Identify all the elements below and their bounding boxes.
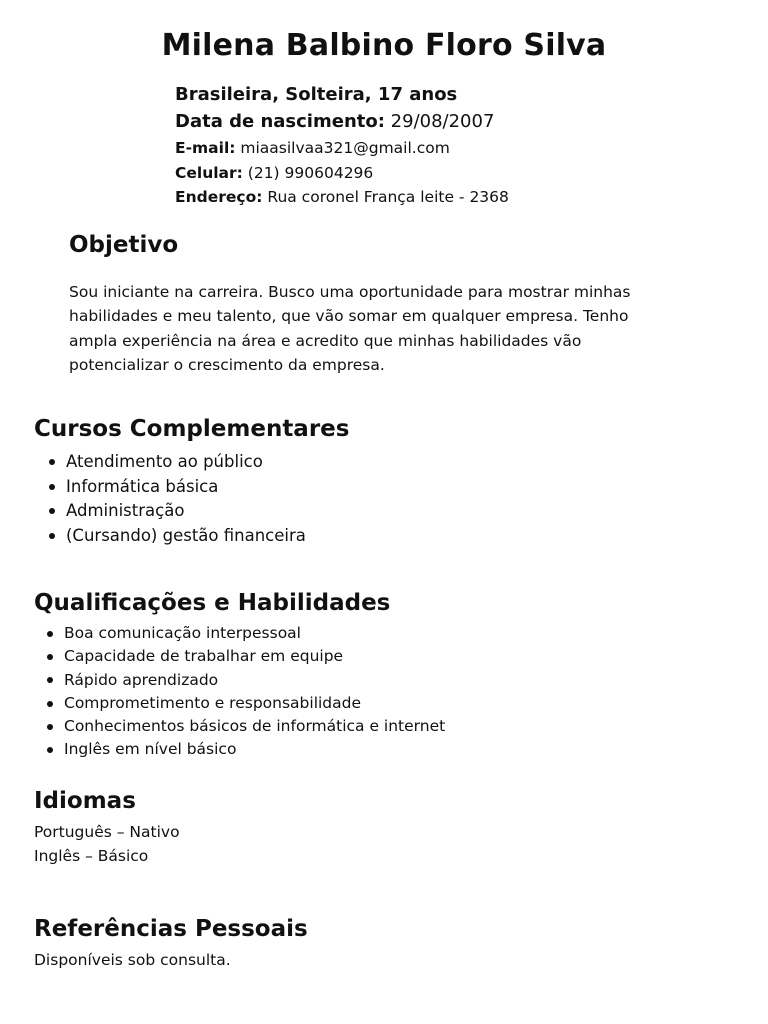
languages-heading: Idiomas (34, 788, 136, 814)
list-item: Inglês em nível básico (34, 738, 445, 761)
bullet-icon (47, 677, 53, 683)
list-item: (Cursando) gestão financeira (36, 524, 306, 549)
bullet-icon (47, 701, 53, 707)
list-item: Capacidade de trabalhar em equipe (34, 645, 445, 668)
language-item: Inglês – Básico (34, 847, 149, 865)
bullet-icon (47, 654, 53, 660)
personal-summary: Brasileira, Solteira, 17 anos (175, 84, 458, 105)
qualifications-list (34, 622, 445, 762)
birth-value: 29/08/2007 (384, 111, 495, 132)
birth-label: Data de nascimento: (175, 111, 385, 132)
list-item: Atendimento ao público (36, 450, 306, 475)
list-item: Conhecimentos básicos de informática e internet (34, 715, 445, 738)
list-item: Rápido aprendizado (34, 669, 445, 692)
language-item: Português – Nativo (34, 823, 180, 841)
objective-text: Sou iniciante na carreira. Busco uma oportunidade para mostrar minhas habilidades e meu talento, que vão somar em qualquer empresa. Tenho ampla experiência na área e acredito que minhas habilidades vão potencializar o crescimento da empresa. (69, 283, 631, 374)
courses-heading: Cursos Complementares (34, 416, 350, 442)
bullet-icon (47, 631, 53, 637)
address (175, 185, 509, 210)
list-item: Informática básica (36, 475, 306, 500)
bullet-icon (47, 724, 53, 730)
email-value: miaasilvaa321@gmail.com (235, 139, 450, 157)
references-text: Disponíveis sob consulta. (34, 951, 231, 969)
bullet-icon (49, 533, 55, 539)
bullet-icon (47, 747, 53, 753)
phone-value: (21) 990604296 (242, 163, 374, 182)
bullet-icon (49, 508, 55, 514)
languages-list (34, 820, 180, 868)
list-item: Comprometimento e responsabilidade (34, 692, 445, 715)
birth-date (175, 108, 509, 136)
address-label: Endereço: (175, 188, 263, 206)
qualifications-heading: Qualificações e Habilidades (34, 590, 391, 616)
phone (175, 161, 509, 186)
address-value: Rua coronel França leite - 2368 (262, 188, 509, 206)
email (175, 136, 509, 161)
list-item: Boa comunicação interpessoal (34, 622, 445, 645)
references-heading: Referências Pessoais (34, 916, 308, 942)
candidate-name: Milena Balbino Floro Silva (161, 28, 607, 63)
email-label: E-mail: (175, 139, 236, 157)
list-item: Administração (36, 499, 306, 524)
phone-label: Celular: (175, 163, 243, 182)
bullet-icon (49, 459, 55, 465)
bullet-icon (49, 484, 55, 490)
objective-heading: Objetivo (69, 232, 179, 258)
courses-list (36, 450, 306, 548)
personal-info (175, 82, 509, 210)
